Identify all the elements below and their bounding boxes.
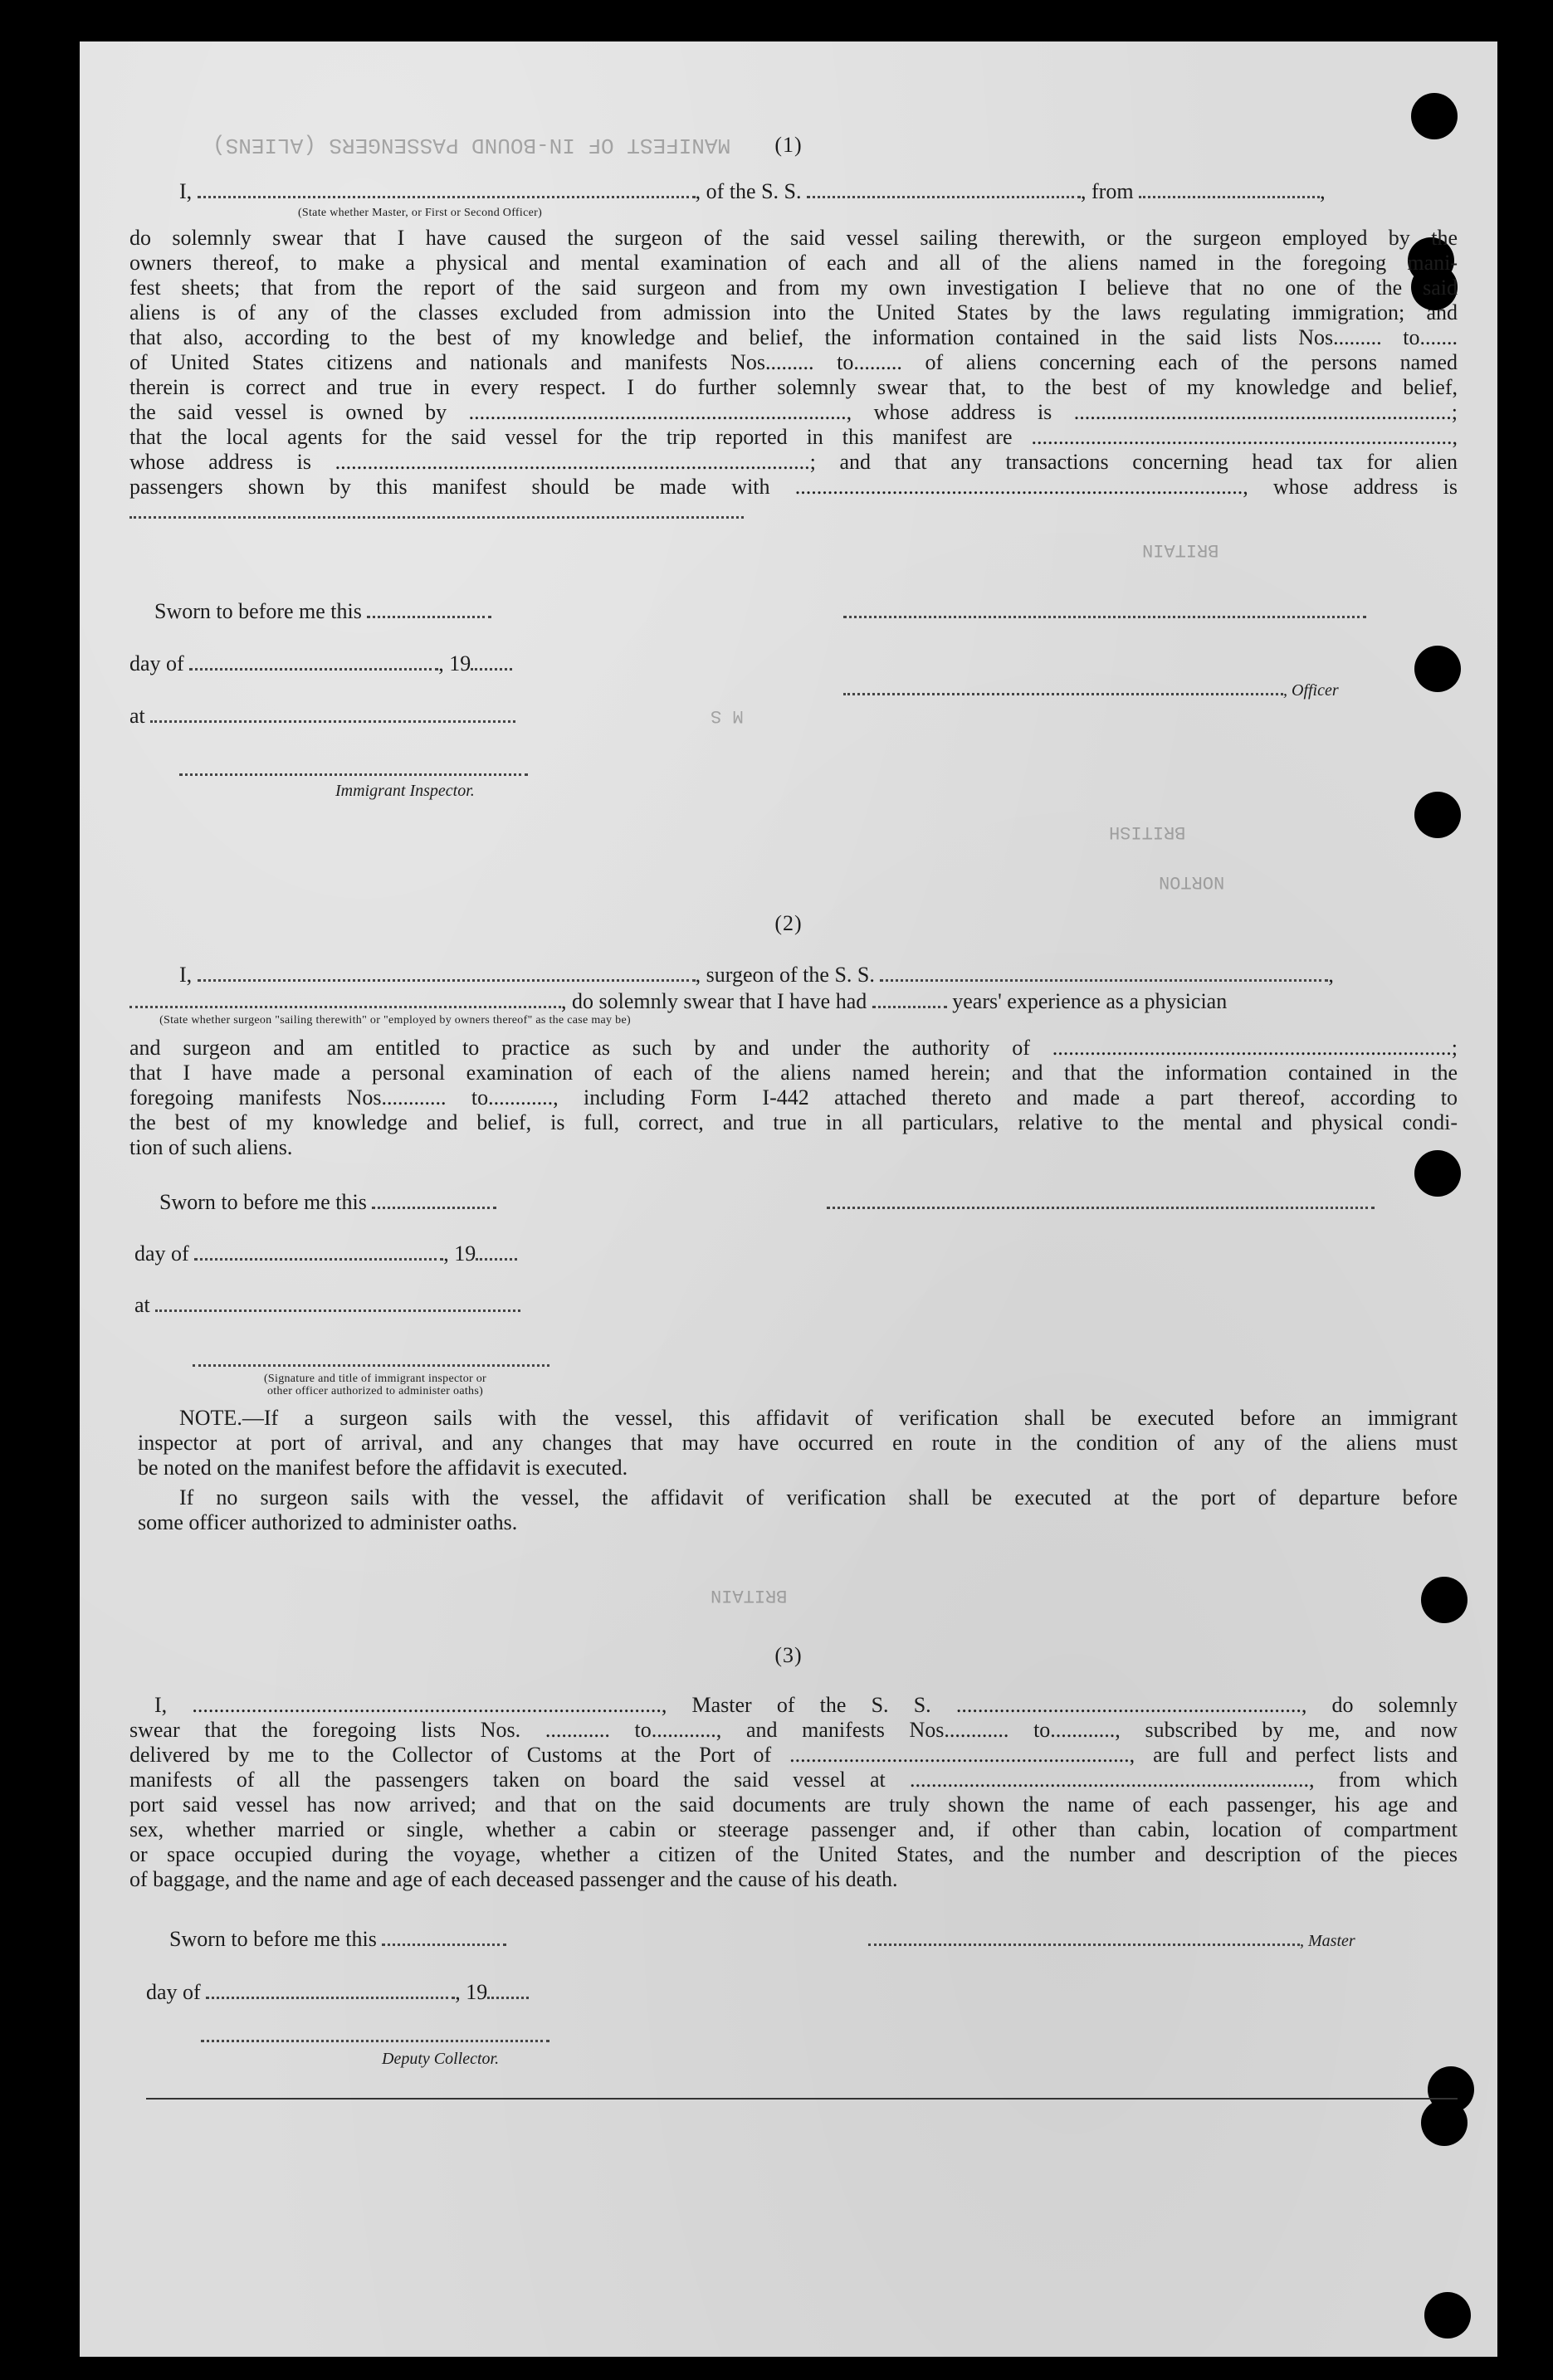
port-from-blank bbox=[1139, 181, 1320, 198]
s1-address-blank bbox=[129, 500, 744, 524]
s3-paragraph bbox=[129, 1693, 1458, 1892]
s3-day-of: day of bbox=[146, 1980, 201, 2004]
s2-surgeon-of: , surgeon of the S. S. bbox=[695, 963, 875, 987]
surgeon-status-blank bbox=[129, 991, 561, 1008]
address-continuation-blank bbox=[129, 501, 744, 519]
s2-year-blank bbox=[476, 1243, 517, 1261]
s2-paragraph bbox=[129, 1036, 1458, 1160]
s1-line: that the local agents for the said vessel for the trip reported in this manifest are .............................................................................., bbox=[129, 425, 1458, 449]
punch-hole bbox=[1414, 646, 1461, 692]
s1-first-line bbox=[179, 179, 1326, 204]
vessel-name-blank bbox=[807, 181, 1081, 198]
punch-hole bbox=[1421, 2100, 1468, 2146]
bleed-through-text: BRITAIN bbox=[711, 1585, 788, 1606]
s3-line: I, ......................................................................................., Master of the S. S. ................................................................, do solemnly bbox=[154, 1693, 1458, 1717]
s1-inspector-line bbox=[179, 757, 528, 782]
deputy-collector-caption: Deputy Collector. bbox=[382, 2050, 500, 2068]
officer-caption: , Officer bbox=[1283, 681, 1339, 700]
s2-note bbox=[138, 1406, 1458, 1535]
s1-i: I, bbox=[179, 179, 193, 203]
years-blank bbox=[872, 991, 947, 1008]
s2-at bbox=[134, 1293, 520, 1318]
s1-from: , from bbox=[1081, 179, 1134, 203]
s2-inspector-signature-line bbox=[193, 1349, 549, 1367]
s2-day bbox=[134, 1241, 517, 1266]
note-line: NOTE.—If a surgeon sails with the vessel, this affidavit of verification shall be executed before an immigrant bbox=[179, 1406, 1458, 1430]
s3-line: sex, whether married or single, whether a cabin or steerage passenger and, if other than cabin, location of compartment bbox=[129, 1817, 1458, 1841]
section-3-number: (3) bbox=[774, 1643, 803, 1667]
bleed-through-text: BRITISH bbox=[1109, 822, 1186, 842]
bleed-through-text: NORTON bbox=[1159, 871, 1225, 892]
s2-sworn-date-blank bbox=[372, 1192, 496, 1209]
s2-line: tion of such aliens. bbox=[129, 1135, 293, 1159]
note-line: If no surgeon sails with the vessel, the affidavit of verification shall be executed at the port of departure before bbox=[179, 1485, 1458, 1509]
s2-i: I, bbox=[179, 963, 193, 987]
s2-line: and surgeon and am entitled to practice as such by and under the authority of ..........................................................................; bbox=[129, 1036, 1458, 1060]
s1-line: that also, according to the best of my knowledge and belief, the information contained in the said lists Nos......... to....... bbox=[129, 325, 1458, 349]
surgeon-name-blank bbox=[198, 964, 696, 982]
s1-line: do solemnly swear that I have caused the surgeon of the said vessel sailing therewith, or the surgeon employed by the bbox=[129, 226, 1458, 250]
s2-year: , 19 bbox=[443, 1241, 476, 1266]
s1-at-text: at bbox=[129, 704, 145, 728]
bleed-through-text: M S bbox=[711, 705, 744, 726]
s3-line: port said vessel has now arrived; and that on the said documents are truly shown the name of each passenger, his age and bbox=[129, 1792, 1458, 1817]
s1-officer-blank bbox=[843, 599, 1366, 624]
immigrant-inspector-caption: Immigrant Inspector. bbox=[335, 782, 475, 800]
s2-line: foregoing manifests Nos............ to............, including Form I-442 attached thereto and made a part thereof, according to bbox=[129, 1085, 1458, 1110]
punch-hole bbox=[1421, 1577, 1468, 1623]
s1-at bbox=[129, 704, 515, 729]
s1-line: the said vessel is owned by ......................................................................, whose address is ......................................................................; bbox=[129, 400, 1458, 424]
s1-paragraph bbox=[129, 226, 1458, 500]
s2-sworn bbox=[159, 1190, 496, 1215]
s3-line: delivered by me to the Collector of Customs at the Port of ..............................................................., are full and perfect lists and bbox=[129, 1743, 1458, 1767]
surgeon-signature-line bbox=[827, 1192, 1375, 1209]
bleed-through-text: MANIFEST OF IN-BOUND PASSENGERS (ALIENS) bbox=[212, 133, 731, 158]
month-blank bbox=[189, 653, 438, 671]
s3-line: swear that the foregoing lists Nos. ............ to............, and manifests Nos............ to............, subscribed by me, and now bbox=[129, 1718, 1458, 1742]
s1-line: aliens is of any of the classes excluded from admission into the United States by the laws regulating immigration; and bbox=[129, 300, 1458, 324]
s2-line: the best of my knowledge and belief, is full, correct, and true in all particulars, relative to the mental and physical condi- bbox=[129, 1110, 1458, 1134]
s1-sworn-text: Sworn to before me this bbox=[154, 599, 362, 623]
s2-place-blank bbox=[155, 1295, 520, 1312]
note-line: some officer authorized to administer oaths. bbox=[138, 1510, 518, 1534]
master-caption: , Master bbox=[1300, 1932, 1355, 1950]
s1-title-note: (State whether Master, or First or Second Officer) bbox=[297, 207, 543, 219]
s2-sig-note-1: (Signature and title of immigrant inspector or bbox=[263, 1373, 487, 1385]
punch-hole bbox=[1424, 2292, 1471, 2339]
sworn-date-blank bbox=[367, 601, 491, 618]
officer-name-line bbox=[843, 678, 1283, 695]
section-1-number: (1) bbox=[774, 133, 803, 157]
s2-status-note: (State whether surgeon "sailing therewith" or "employed by owners thereof" as the case may be) bbox=[159, 1014, 631, 1027]
s1-officer-sig bbox=[843, 676, 1339, 701]
s3-master-sig bbox=[868, 1927, 1355, 1952]
s3-sworn-text: Sworn to before me this bbox=[169, 1927, 377, 1951]
s2-at-text: at bbox=[134, 1293, 150, 1317]
s1-line: of United States citizens and nationals and manifests Nos......... to......... of aliens concerning each of the persons named bbox=[129, 350, 1458, 374]
s1-line: fest sheets; that from the report of the said surgeon and from my own investigation I believe that no one of the said bbox=[129, 276, 1458, 300]
master-signature-line bbox=[868, 1929, 1300, 1946]
s3-day bbox=[146, 1980, 529, 2005]
s2-swear: , do solemnly swear that I have had bbox=[561, 989, 867, 1013]
s2-line-end: , bbox=[1328, 963, 1334, 987]
s3-line: of baggage, and the name and age of each deceased passenger and the cause of his death. bbox=[129, 1867, 898, 1891]
punch-hole bbox=[1414, 792, 1461, 838]
s3-collector-line bbox=[201, 2023, 549, 2048]
s2-sig-note-2: other officer authorized to administer oaths) bbox=[266, 1385, 484, 1397]
manifest-back-page bbox=[80, 41, 1497, 2357]
s2-inspector-line bbox=[193, 1348, 549, 1373]
s3-month-blank bbox=[206, 1982, 455, 1999]
s1-sworn bbox=[154, 599, 491, 624]
s3-line: or space occupied during the voyage, whether a citizen of the United States, and the number and description of the pieces bbox=[129, 1842, 1458, 1866]
s2-vessel-blank bbox=[880, 964, 1328, 982]
s2-sworn-text: Sworn to before me this bbox=[159, 1190, 367, 1214]
s1-year: , 19 bbox=[438, 651, 471, 675]
inspector-signature-line bbox=[179, 758, 528, 776]
s2-years: years' experience as a physician bbox=[952, 989, 1228, 1013]
s1-of-ss: , of the S. S. bbox=[695, 179, 802, 203]
year-blank bbox=[471, 653, 512, 671]
bleed-through-text: BRITAIN bbox=[1142, 539, 1219, 560]
s1-line-end: , bbox=[1320, 179, 1326, 203]
s2-second-line bbox=[129, 989, 1227, 1014]
s2-first-line bbox=[179, 963, 1334, 988]
s1-day-of: day of bbox=[129, 651, 184, 675]
s2-line: that I have made a personal examination of each of the aliens named herein; and that the information contained in the bbox=[129, 1061, 1458, 1085]
s2-surgeon-sig bbox=[827, 1190, 1375, 1215]
s1-day bbox=[129, 651, 512, 676]
place-blank bbox=[150, 705, 515, 723]
s3-year: , 19 bbox=[455, 1980, 488, 2004]
note-line: be noted on the manifest before the affidavit is executed. bbox=[138, 1456, 628, 1480]
bottom-rule bbox=[146, 2098, 1458, 2100]
s1-line: therein is correct and true in every respect. I do further solemnly swear that, to the best of my knowledge and belief, bbox=[129, 375, 1458, 399]
section-2-number: (2) bbox=[774, 911, 803, 935]
officer-title-blank bbox=[198, 181, 696, 198]
s1-line: whose address is ........................................................................................; and that any transactions concerning head tax for alien bbox=[129, 450, 1458, 474]
officer-signature-line bbox=[843, 601, 1366, 618]
s1-line: owners thereof, to make a physical and mental examination of each and all of the aliens named in the foregoing mani- bbox=[129, 251, 1458, 275]
s3-sworn-date-blank bbox=[382, 1929, 506, 1946]
collector-signature-line bbox=[201, 2025, 549, 2042]
s2-month-blank bbox=[194, 1243, 443, 1261]
s3-sworn bbox=[169, 1927, 506, 1952]
s3-year-blank bbox=[487, 1982, 529, 1999]
s3-line: manifests of all the passengers taken on board the said vessel at .........................................................................., from which bbox=[129, 1768, 1458, 1792]
note-line: inspector at port of arrival, and any changes that may have occurred en route in the condition of any of the aliens must bbox=[138, 1431, 1458, 1455]
s1-line: passengers shown by this manifest should be made with ..................................................................................., whose address is bbox=[129, 475, 1458, 499]
s2-day-of: day of bbox=[134, 1241, 189, 1266]
